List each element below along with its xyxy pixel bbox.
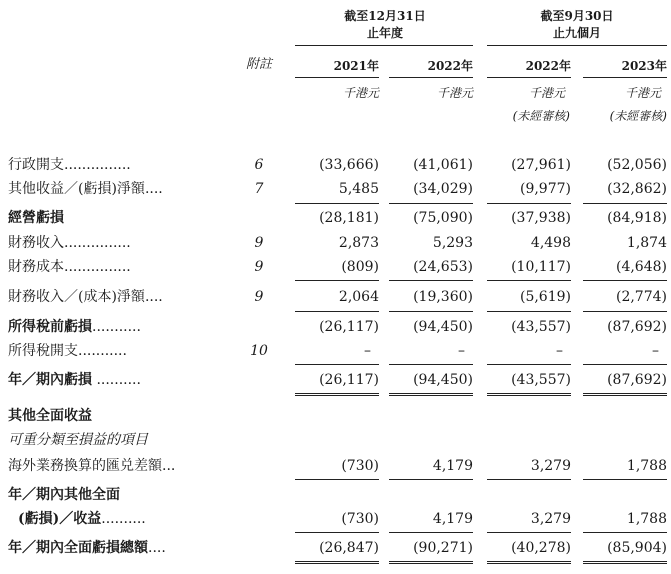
- audit-col-3: (未經審核): [512, 109, 570, 123]
- subtotal-rule: [583, 532, 667, 533]
- subtotal-rule: [295, 203, 379, 204]
- total-double-rule: [295, 393, 379, 396]
- row-label-other-gains: 其他收益／(虧損)淨額....: [8, 181, 163, 197]
- row-label-net-finance: 財務收入／(成本)淨額....: [8, 289, 163, 305]
- group1-title: 截至12月31日: [344, 9, 426, 23]
- unit-col-3: 千港元: [528, 86, 565, 100]
- value: (26,847): [319, 540, 379, 556]
- value: 1,788: [626, 511, 667, 527]
- value: (10,117): [511, 259, 571, 275]
- subtotal-rule: [487, 364, 571, 365]
- value: 2,873: [338, 235, 379, 251]
- value: (27,961): [511, 157, 571, 173]
- year-col-4: 2023年: [621, 59, 667, 73]
- year-rule-1: [295, 77, 379, 78]
- value: (2,774): [615, 289, 667, 305]
- value: 3,279: [530, 458, 571, 474]
- group2-title: 截至9月30日: [540, 9, 614, 23]
- value: (32,862): [607, 181, 667, 197]
- subtotal-rule: [389, 280, 473, 281]
- value: 4,179: [432, 458, 473, 474]
- subtotal-rule: [389, 532, 473, 533]
- subtotal-rule: [487, 532, 571, 533]
- row-label-loss-for-period: 年／期內虧損 ..........: [8, 372, 141, 388]
- subtotal-rule: [583, 203, 667, 204]
- row-note: 9: [254, 259, 264, 275]
- year-rule-3: [487, 77, 571, 78]
- row-label-finance-income: 財務收入...............: [8, 235, 131, 251]
- value: (43,557): [511, 372, 571, 388]
- subtotal-rule: [389, 203, 473, 204]
- value: (52,056): [607, 157, 667, 173]
- value: (87,692): [607, 372, 667, 388]
- value: (34,029): [413, 181, 473, 197]
- group1-subtitle: 止年度: [366, 26, 403, 40]
- value: (4,648): [615, 259, 667, 275]
- value: (75,090): [413, 210, 473, 226]
- subtotal-rule: [487, 280, 571, 281]
- value: (40,278): [511, 540, 571, 556]
- section-title-oci: 其他全面收益: [8, 408, 92, 424]
- total-double-rule: [487, 393, 571, 396]
- year-rule-4: [583, 77, 667, 78]
- value: 4,498: [530, 235, 571, 251]
- value: 3,279: [530, 511, 571, 527]
- value: (87,692): [607, 319, 667, 335]
- value: 1,788: [626, 458, 667, 474]
- row-note: 10: [250, 343, 268, 359]
- group1-rule: [295, 45, 473, 46]
- subtotal-rule: [295, 479, 379, 480]
- value: (730): [341, 458, 379, 474]
- total-double-rule: [583, 561, 667, 564]
- total-double-rule: [487, 561, 571, 564]
- value: (26,117): [319, 372, 379, 388]
- total-double-rule: [389, 393, 473, 396]
- unit-col-4: 千港元: [624, 86, 661, 100]
- unit-col-1: 千港元: [342, 86, 379, 100]
- value: (85,904): [607, 540, 667, 556]
- subtotal-rule: [389, 311, 473, 312]
- year-col-3: 2022年: [525, 59, 571, 73]
- row-note: 9: [254, 235, 264, 251]
- row-label-finance-costs: 財務成本...............: [8, 259, 131, 275]
- value: 5,485: [338, 181, 379, 197]
- subtotal-rule: [583, 311, 667, 312]
- row-note: 9: [254, 289, 264, 305]
- value: (809): [341, 259, 379, 275]
- subtotal-rule: [583, 479, 667, 480]
- subtotal-rule: [487, 311, 571, 312]
- subtotal-rule: [389, 479, 473, 480]
- value: 4,179: [432, 511, 473, 527]
- value: (19,360): [413, 289, 473, 305]
- row-note: 7: [254, 181, 264, 197]
- value: 2,064: [338, 289, 379, 305]
- row-label-income-tax: 所得稅開支...........: [8, 343, 127, 359]
- total-double-rule: [389, 561, 473, 564]
- value: (43,557): [511, 319, 571, 335]
- subtotal-rule: [487, 479, 571, 480]
- value: (730): [341, 511, 379, 527]
- subtotal-rule: [295, 280, 379, 281]
- note-column-header: 附註: [246, 57, 273, 72]
- value: (94,450): [413, 372, 473, 388]
- value: –: [458, 343, 465, 359]
- subtotal-rule: [389, 364, 473, 365]
- value: (9,977): [519, 181, 571, 197]
- row-label-oci-line2: (虧損)／收益..........: [18, 511, 146, 527]
- value: (5,619): [519, 289, 571, 305]
- value: (26,117): [319, 319, 379, 335]
- subtotal-rule: [583, 280, 667, 281]
- subtotal-rule: [295, 311, 379, 312]
- row-label-operating-loss: 經營虧損: [8, 210, 64, 226]
- value: 5,293: [432, 235, 473, 251]
- year-col-2: 2022年: [427, 59, 473, 73]
- subtotal-rule: [583, 364, 667, 365]
- group2-rule: [487, 45, 667, 46]
- value: –: [652, 343, 659, 359]
- value: (94,450): [413, 319, 473, 335]
- section-subtitle-reclassifiable: 可重分類至損益的項目: [8, 432, 148, 448]
- row-label-exchange-differences: 海外業務換算的匯兑差額...: [8, 458, 176, 474]
- subtotal-rule: [487, 203, 571, 204]
- year-col-1: 2021年: [333, 59, 379, 73]
- row-label-oci-line1: 年／期內其他全面: [8, 487, 120, 503]
- value: (90,271): [413, 540, 473, 556]
- value: (37,938): [511, 210, 571, 226]
- total-double-rule: [583, 393, 667, 396]
- year-rule-2: [389, 77, 473, 78]
- row-label-loss-before-tax: 所得稅前虧損...........: [8, 319, 141, 335]
- total-double-rule: [295, 561, 379, 564]
- value: (28,181): [319, 210, 379, 226]
- unit-col-2: 千港元: [436, 86, 473, 100]
- value: –: [556, 343, 563, 359]
- audit-col-4: (未經審核): [609, 109, 667, 123]
- value: (24,653): [413, 259, 473, 275]
- subtotal-rule: [295, 532, 379, 533]
- value: 1,874: [626, 235, 667, 251]
- subtotal-rule: [295, 364, 379, 365]
- value: (84,918): [607, 210, 667, 226]
- value: (41,061): [413, 157, 473, 173]
- group2-subtitle: 止九個月: [552, 26, 601, 40]
- row-label-total-comprehensive-loss: 年／期內全面虧損總額....: [8, 540, 166, 556]
- value: (33,666): [319, 157, 379, 173]
- value: –: [364, 343, 371, 359]
- row-label-admin-expenses: 行政開支...............: [8, 157, 131, 173]
- row-note: 6: [254, 157, 264, 173]
